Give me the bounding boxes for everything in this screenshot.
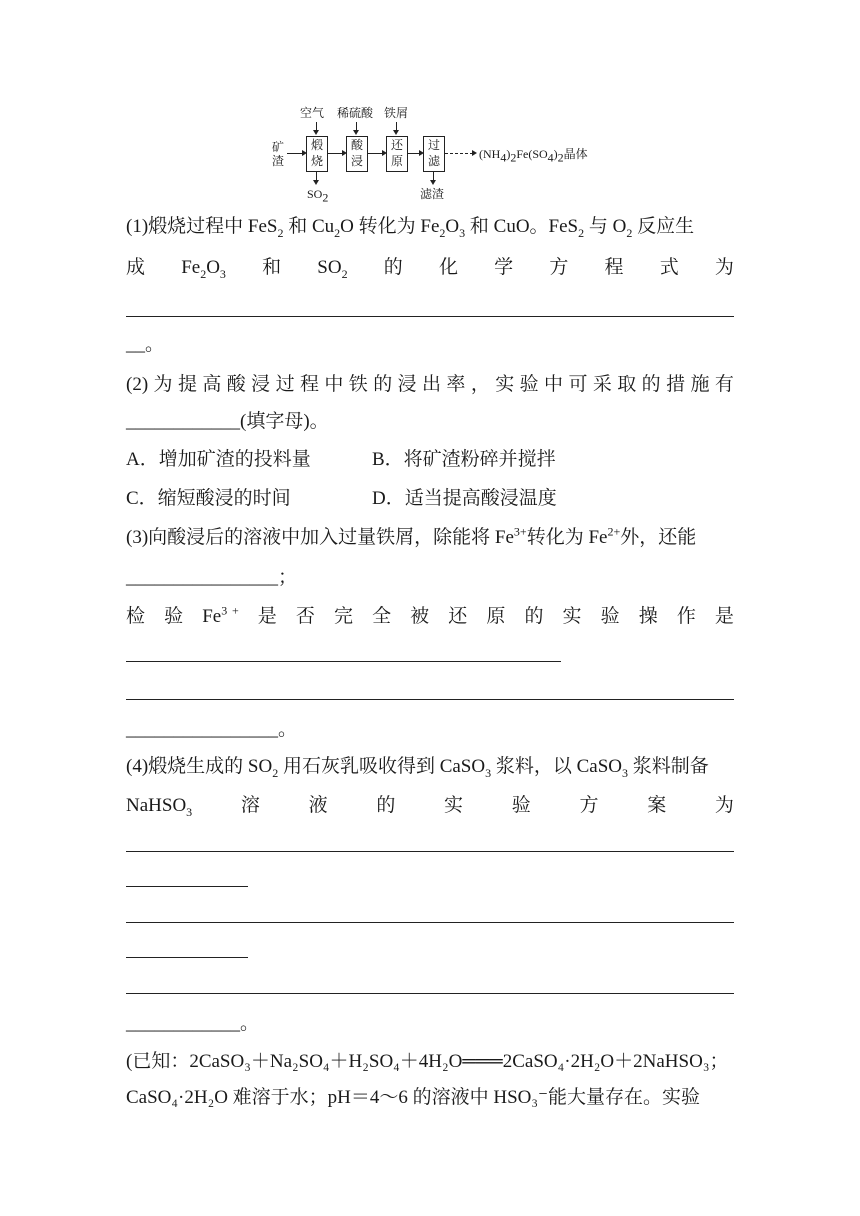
input-air-label: 空气 <box>300 106 325 120</box>
feed-label-2: 渣 <box>272 154 285 168</box>
feed-label-1: 矿 <box>272 140 285 154</box>
q3-line-1: (3)向酸浸后的溶液中加入过量铁屑，除能将 $Fe^{3+}$转化为 $Fe^{2+}$外，还能 <box>126 524 697 548</box>
step-calcine-box: 煅 烧 <box>306 136 328 172</box>
input-acid-label: 稀硫酸 <box>337 106 374 120</box>
q3-line-3: 检 验 Fe$^3$ + 是 否 完 全 被 还 原 的 实 验 操 作 是 <box>126 603 734 627</box>
q4-answer-blank-1 <box>126 851 734 852</box>
q4-answer-blank-5 <box>126 993 734 994</box>
step-reduce-box: 还 原 <box>386 136 408 172</box>
q4-line-1: (4)煅烧生成的 $SO_2$ 用石灰乳吸收得到 CaSO$_3$ 浆料，以 CaSO$_3$ 浆料制备 <box>126 756 709 780</box>
output-residue-label: 滤渣 <box>420 187 445 201</box>
step-filter-box: 过 滤 <box>423 136 445 172</box>
q1-answer-blank <box>126 316 734 317</box>
step-acid-leach-box: 酸 浸 <box>346 136 368 172</box>
input-iron-label: 铁屑 <box>384 106 409 120</box>
q3-line-end: ________________。 <box>126 719 298 740</box>
q2-option-a: A．增加矿渣的投料量 <box>126 449 311 470</box>
q2-line-2: ____________(填字母)。 <box>126 411 329 432</box>
q3-answer-blank-1 <box>126 661 561 662</box>
q4-answer-blank-3 <box>126 922 734 923</box>
q4-answer-blank-4 <box>126 957 248 958</box>
note-line-2: CaSO₄·2H₂O 难溶于水；pH＝4～6 的溶液中 HSO₃⁻能大量存在。实验 <box>126 1087 701 1108</box>
q4-answer-blank-2 <box>126 886 248 887</box>
q3-line-2: ________________； <box>126 567 298 588</box>
note-line-1: (已知：2CaSO₃＋Na₂SO₄＋H₂SO₄＋4H₂O═══2CaSO₄·2H₂O＋2NaHSO₃； <box>126 1051 729 1072</box>
q4-line-2: NaHSO$_3$ 溶 液 的 实 验 方 案 为 <box>126 795 734 819</box>
q3-answer-blank-2 <box>126 699 734 700</box>
q2-option-d: D．适当提高酸浸温度 <box>372 488 557 509</box>
q2-option-c: C．缩短酸浸的时间 <box>126 488 291 509</box>
q1-line-2: 成 $Fe_2O_3$ 和 $SO_2$ 的 化 学 方 程 式 为 <box>126 257 734 281</box>
q1-line-1: (1)煅烧过程中 FeS$_2$ 和 $Cu_2O$ 转化为 $Fe_2O_3$ 和 CuO。FeS$_2$ 与 $O_2$ 反应生 <box>126 216 695 240</box>
q2-option-b: B．将矿渣粉碎并搅拌 <box>372 449 556 470</box>
q4-line-end: ____________。 <box>126 1013 260 1034</box>
product-label: $(NH_4)_2Fe(SO_4)_2$晶体 <box>479 147 588 165</box>
q1-line-end: __。 <box>126 334 165 355</box>
output-so2-label: $SO_2$ <box>307 187 329 205</box>
q2-line-1: (2) 为 提 高 酸 浸 过 程 中 铁 的 浸 出 率 ， 实 验 中 可 采 取 的 措 施 有 <box>126 374 734 395</box>
